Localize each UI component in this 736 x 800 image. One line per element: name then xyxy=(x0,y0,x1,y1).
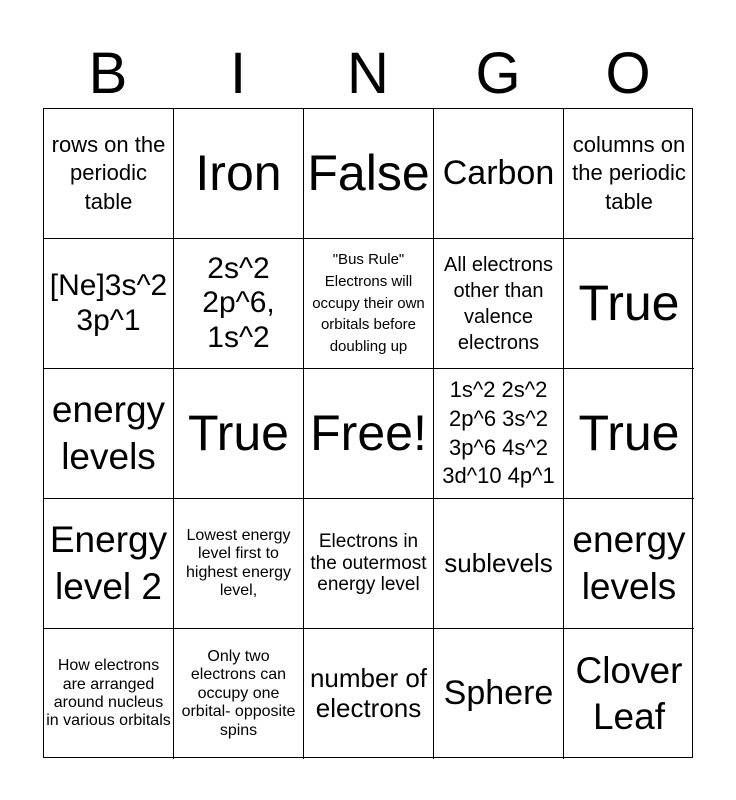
bingo-cell[interactable]: Only two electrons can occupy one orbital- opposite spins xyxy=(174,629,304,759)
bingo-header xyxy=(43,40,693,108)
free-space[interactable]: Free! xyxy=(304,369,434,499)
header-letter-b: B xyxy=(88,41,128,106)
bingo-cell[interactable]: energy levels xyxy=(44,369,174,499)
bingo-cell[interactable]: energy levels xyxy=(564,499,694,629)
bingo-cell[interactable]: rows on the periodic table xyxy=(44,109,174,239)
bingo-cell[interactable]: Electrons in the outermost energy level xyxy=(304,499,434,629)
bingo-cell[interactable]: sublevels xyxy=(434,499,564,629)
bingo-cell[interactable]: All electrons other than valence electrons xyxy=(434,239,564,369)
bingo-cell[interactable]: "Bus Rule" Electrons will occupy their own orbitals before doubling up xyxy=(304,239,434,369)
bingo-cell[interactable]: True xyxy=(564,369,694,499)
bingo-cell[interactable]: [Ne]3s^2 3p^1 xyxy=(44,239,174,369)
bingo-cell[interactable]: columns on the periodic table xyxy=(564,109,694,239)
bingo-cell[interactable]: Clover Leaf xyxy=(575,649,683,737)
header-letter-o: O xyxy=(605,41,651,106)
bingo-cell[interactable]: number of electrons xyxy=(304,629,434,759)
header-letter-g: G xyxy=(475,41,521,106)
bingo-cell[interactable]: True xyxy=(174,369,304,499)
bingo-cell[interactable]: Lowest energy level first to highest energy level, xyxy=(174,499,304,629)
bingo-cell[interactable]: 2s^2 2p^6, 1s^2 xyxy=(174,239,304,369)
header-letter-i: I xyxy=(229,41,247,106)
header-letter-n: N xyxy=(347,41,389,106)
bingo-cell[interactable]: Iron xyxy=(174,109,304,239)
bingo-cell[interactable]: Sphere xyxy=(434,629,564,759)
bingo-cell[interactable]: How electrons are arranged around nucleus in various orbitals xyxy=(44,629,174,759)
bingo-cell[interactable]: Energy level 2 xyxy=(44,499,174,629)
bingo-card xyxy=(43,108,693,758)
bingo-cell[interactable]: False xyxy=(304,109,434,239)
bingo-cell[interactable]: 1s^2 2s^2 2p^6 3s^2 3p^6 4s^2 3d^10 4p^1 xyxy=(434,369,564,499)
bingo-cell[interactable]: True xyxy=(564,239,694,369)
bingo-cell[interactable]: Carbon xyxy=(434,109,564,239)
